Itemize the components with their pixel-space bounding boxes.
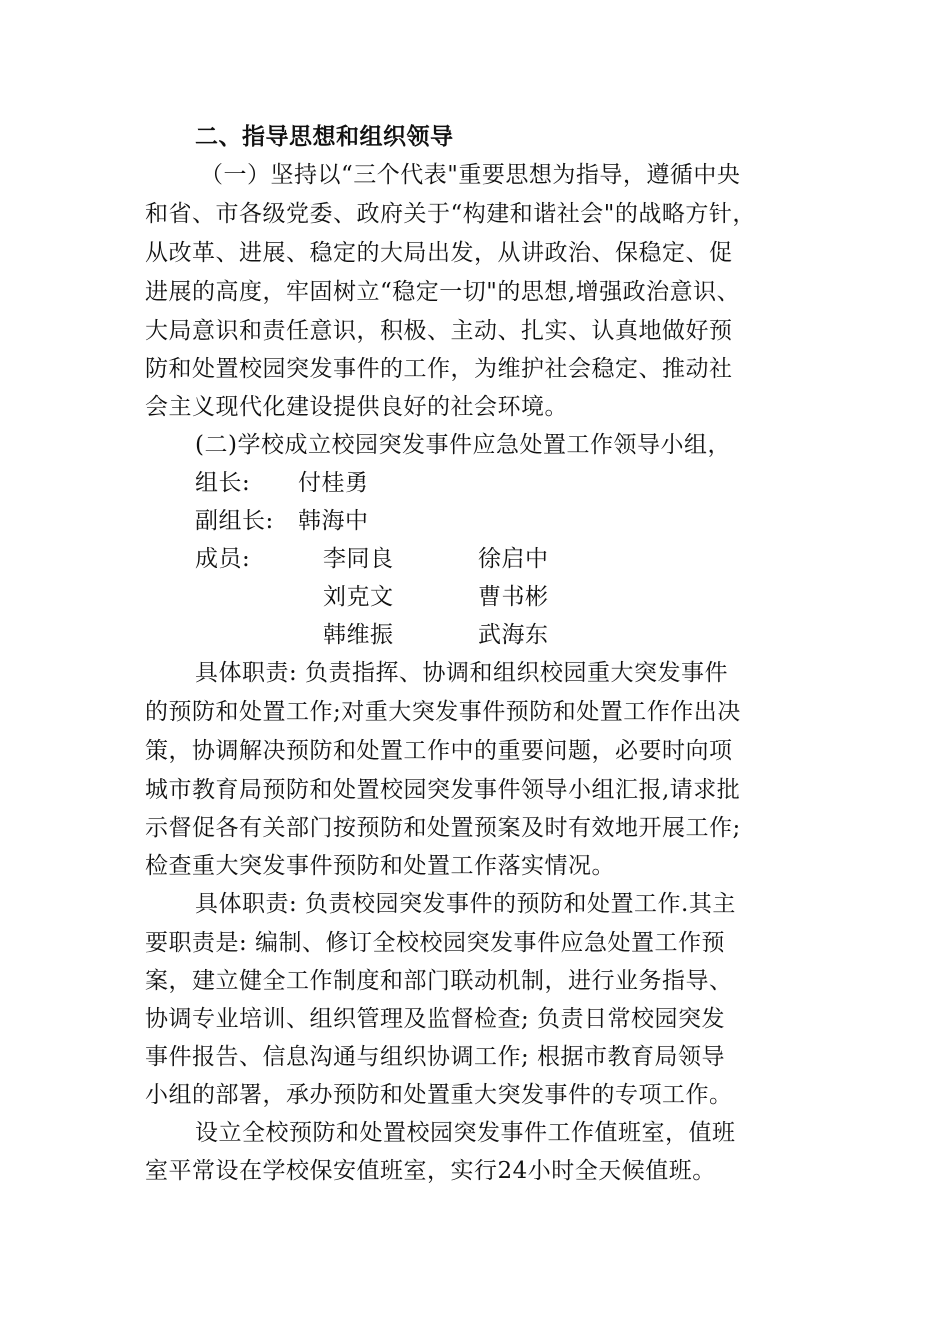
paragraph-line: 示督促各有关部门按预防和处置预案及时有效地开展工作; bbox=[145, 815, 741, 841]
paragraph-line: 要职责是: 编制、修订全校校园突发事件应急处置工作预 bbox=[145, 930, 726, 956]
paragraph-line: 进展的高度，牢固树立“稳定一切"的思想,增强政治意识、 bbox=[145, 279, 741, 305]
paragraph-line: 事件报告、信息沟通与组织协调工作; 根据市教育局领导 bbox=[145, 1044, 726, 1070]
leader-label: 组长: bbox=[195, 470, 251, 496]
member-name: 武海东 bbox=[478, 622, 549, 648]
paragraph-line: 城市教育局预防和处置校园突发事件领导小组汇报,请求批 bbox=[145, 777, 741, 803]
paragraph-line: 防和处置校园突发事件的工作，为维护社会稳定、推动社 bbox=[145, 356, 733, 382]
deputy-label: 副组长: bbox=[195, 508, 274, 534]
paragraph-line: （一）坚持以“三个代表"重要思想为指导，遵循中央 bbox=[200, 162, 741, 188]
member-name: 李同良 bbox=[323, 546, 394, 572]
paragraph-line: 具体职责: 负责指挥、协调和组织校园重大突发事件 bbox=[195, 660, 729, 686]
member-name: 韩维振 bbox=[323, 622, 394, 648]
deputy-name: 韩海中 bbox=[298, 508, 369, 534]
paragraph-line: 协调专业培训、组织管理及监督检查; 负责日常校园突发 bbox=[145, 1006, 726, 1032]
paragraph-line: 大局意识和责任意识，积极、主动、扎实、认真地做好预 bbox=[145, 318, 733, 344]
member-name: 徐启中 bbox=[478, 546, 549, 572]
members-label: 成员: bbox=[195, 546, 251, 572]
paragraph-line: 和省、市各级党委、政府关于“构建和谐社会"的战略方针， bbox=[145, 201, 756, 227]
paragraph-line: 的预防和处置工作;对重大突发事件预防和处置工作作出决 bbox=[145, 699, 741, 725]
member-name: 刘克文 bbox=[323, 584, 394, 610]
paragraph-line: 具体职责: 负责校园突发事件的预防和处置工作.其主 bbox=[195, 891, 736, 917]
paragraph-line: 室平常设在学校保安值班室，实行24小时全天候值班。 bbox=[145, 1158, 716, 1184]
section2-intro: (二)学校成立校园突发事件应急处置工作领导小组， bbox=[195, 432, 731, 458]
paragraph-line: 策，协调解决预防和处置工作中的重要问题，必要时向项 bbox=[145, 738, 733, 764]
section-heading: 二、指导思想和组织领导 bbox=[195, 124, 454, 150]
paragraph-line: 案，建立健全工作制度和部门联动机制，进行业务指导、 bbox=[145, 968, 733, 994]
paragraph-line: 设立全校预防和处置校园突发事件工作值班室，值班 bbox=[195, 1120, 736, 1146]
paragraph-line: 检查重大突发事件预防和处置工作落实情况。 bbox=[145, 853, 615, 879]
paragraph-line: 从改革、进展、稳定的大局出发，从讲政治、保稳定、促 bbox=[145, 240, 733, 266]
leader-name: 付桂勇 bbox=[298, 470, 369, 496]
paragraph-line: 小组的部署，承办预防和处置重大突发事件的专项工作。 bbox=[145, 1082, 733, 1108]
paragraph-line: 会主义现代化建设提供良好的社会环境。 bbox=[145, 394, 568, 420]
member-name: 曹书彬 bbox=[478, 584, 549, 610]
